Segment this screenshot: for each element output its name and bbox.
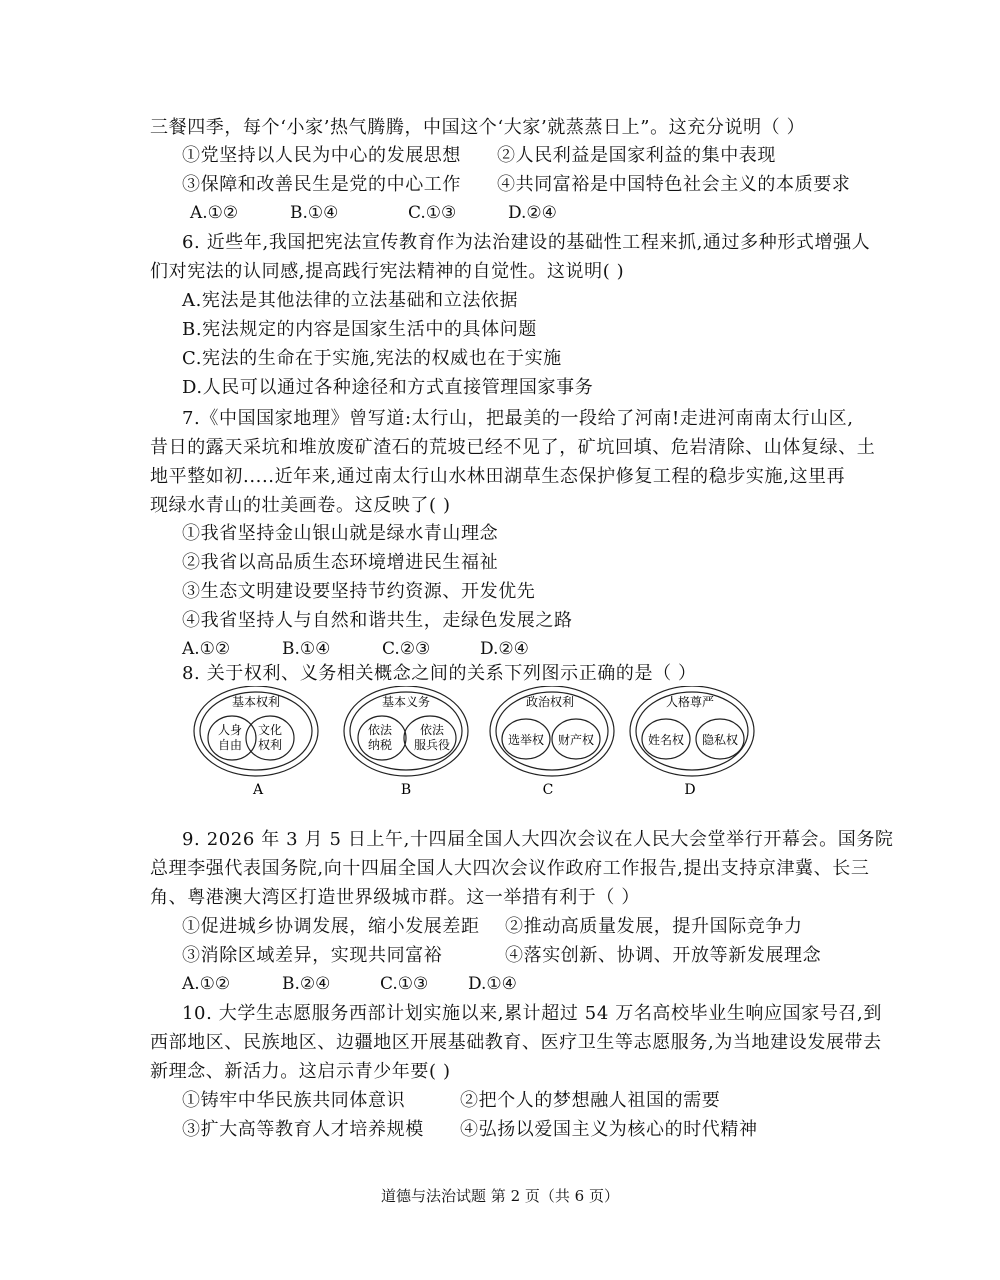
q6-stem-line-2: 们对宪法的认同感,提高践行宪法精神的自觉性。这说明( ) (150, 261, 625, 282)
q6-option-d: D.人民可以通过各种途径和方式直接管理国家事务 (182, 377, 594, 398)
diagram-b-right-label-2: 服兵役 (413, 738, 451, 752)
q5-item-2: ②人民利益是国家利益的集中表现 (497, 145, 776, 166)
diagram-a-right-label-2: 权利 (257, 738, 283, 752)
q7-option-c: C.②③ (382, 639, 431, 659)
q9-item-4: ④落实创新、协调、开放等新发展理念 (505, 945, 822, 966)
q9-option-c: C.①③ (380, 974, 429, 994)
q7-options (182, 637, 529, 661)
diagram-c (490, 686, 614, 798)
q5-option-c: C.①③ (408, 203, 457, 223)
q5-options (190, 201, 557, 225)
q9-option-d: D.①④ (468, 974, 517, 994)
diagram-a-outer-label: 基本权利 (231, 695, 281, 709)
diagram-d-right-label: 隐私权 (701, 733, 739, 747)
q7-item-4: ④我省坚持人与自然和谐共生，走绿色发展之路 (182, 610, 573, 631)
diagram-c-left-label: 选举权 (507, 733, 545, 747)
q10-stem-line-1: 10. 大学生志愿服务西部计划实施以来,累计超过 54 万名高校毕业生响应国家号召,到 (182, 1003, 882, 1024)
diagram-c-outer-label: 政治权利 (525, 695, 575, 709)
q7-stem-line-3: 地平整如初.....近年来,通过南太行山水林田湖草生态保护修复工程的稳步实施,这里再 (150, 466, 846, 487)
diagram-a-letter: A (252, 782, 264, 798)
q5-option-d: D.②④ (508, 203, 557, 223)
q9-option-b: B.②④ (282, 974, 331, 994)
q6-stem-line-1: 6. 近些年,我国把宪法宣传教育作为法治建设的基础性工程来抓,通过多种形式增强人 (182, 232, 871, 253)
q5-item-3: ③保障和改善民生是党的中心工作 (182, 174, 461, 195)
q7-option-a: A.①② (182, 639, 231, 659)
diagram-a (194, 686, 318, 798)
diagram-d-outer-label: 人格尊严 (665, 695, 715, 709)
diagram-b-letter: B (400, 782, 412, 798)
q9-item-3: ③消除区域差异，实现共同富裕 (182, 945, 443, 966)
q7-option-d: D.②④ (480, 639, 529, 659)
q5-item-4: ④共同富裕是中国特色社会主义的本质要求 (497, 174, 851, 195)
q9-options (182, 972, 517, 996)
q10-item-2: ②把个人的梦想融人祖国的需要 (460, 1090, 721, 1111)
q5-stem: 三餐四季，每个‘小家’热气腾腾，中国这个‘大家’就蒸蒸日上”。这充分说明（ ） (150, 117, 806, 138)
q7-stem-line-4: 现绿水青山的壮美画卷。这反映了( ) (150, 495, 451, 516)
q5-item-1: ①党坚持以人民为中心的发展思想 (182, 145, 461, 166)
q10-item-3: ③扩大高等教育人才培养规模 (182, 1119, 424, 1140)
q6-option-a: A.宪法是其他法律的立法基础和立法依据 (182, 290, 519, 311)
diagram-a-left-label-2: 自由 (217, 738, 243, 752)
q8-stem: 8. 关于权利、义务相关概念之间的关系下列图示正确的是（ ） (182, 663, 697, 684)
diagram-d-letter: D (684, 782, 696, 798)
q9-item-1: ①促进城乡协调发展，缩小发展差距 (182, 916, 480, 937)
q7-option-b: B.①④ (282, 639, 331, 659)
q7-item-1: ①我省坚持金山银山就是绿水青山理念 (182, 523, 499, 544)
diagram-b-left-label-2: 纳税 (367, 738, 393, 752)
q10-item-1: ①铸牢中华民族共同体意识 (182, 1090, 406, 1111)
diagram-b (344, 686, 468, 798)
q7-item-3: ③生态文明建设要坚持节约资源、开发优先 (182, 581, 536, 602)
q5-option-a: A.①② (190, 203, 239, 223)
q8-venn-diagrams (0, 686, 1000, 802)
diagram-b-left-label-1: 依法 (367, 723, 393, 737)
q7-item-2: ②我省以高品质生态环境增进民生福祉 (182, 552, 499, 573)
q7-stem-line-1: 7.《中国国家地理》曾写道:太行山，把最美的一段给了河南!走进河南南太行山区, (182, 408, 854, 429)
diagram-c-right-label: 财产权 (557, 733, 595, 747)
q5-option-b: B.①④ (290, 203, 339, 223)
q7-stem-line-2: 昔日的露天采坑和堆放废矿渣石的荒坡已经不见了，矿坑回填、危岩清除、山体复绿、土 (150, 437, 876, 458)
q9-stem-line-1: 9. 2026 年 3 月 5 日上午,十四届全国人大四次会议在人民大会堂举行开幕会。国务院 (182, 829, 894, 850)
q9-stem-line-2: 总理李强代表国务院,向十四届全国人大四次会议作政府工作报告,提出支持京津冀、长三 (150, 858, 870, 879)
q9-option-a: A.①② (182, 974, 231, 994)
diagram-d (630, 686, 754, 798)
diagram-a-right-label-1: 文化 (257, 723, 283, 737)
q6-option-c: C.宪法的生命在于实施,宪法的权威也在于实施 (182, 348, 562, 369)
page-footer: 道德与法治试题 第 2 页（共 6 页） (381, 1187, 619, 1205)
diagram-c-letter: C (542, 782, 554, 798)
diagram-b-outer-label: 基本义务 (381, 695, 431, 709)
q9-stem-line-3: 角、粤港澳大湾区打造世界级城市群。这一举措有利于（ ） (150, 887, 640, 908)
q6-option-b: B.宪法规定的内容是国家生活中的具体问题 (182, 319, 537, 340)
q9-item-2: ②推动高质量发展，提升国际竞争力 (505, 916, 803, 937)
diagram-a-left-label-1: 人身 (217, 723, 243, 737)
diagram-d-left-label: 姓名权 (647, 733, 685, 747)
q10-stem-line-3: 新理念、新活力。这启示青少年要( ) (150, 1061, 451, 1082)
q10-stem-line-2: 西部地区、民族地区、边疆地区开展基础教育、医疗卫生等志愿服务,为当地建设发展带去 (150, 1032, 882, 1053)
diagram-b-right-label-1: 依法 (419, 723, 445, 737)
q10-item-4: ④弘扬以爱国主义为核心的时代精神 (460, 1119, 758, 1140)
